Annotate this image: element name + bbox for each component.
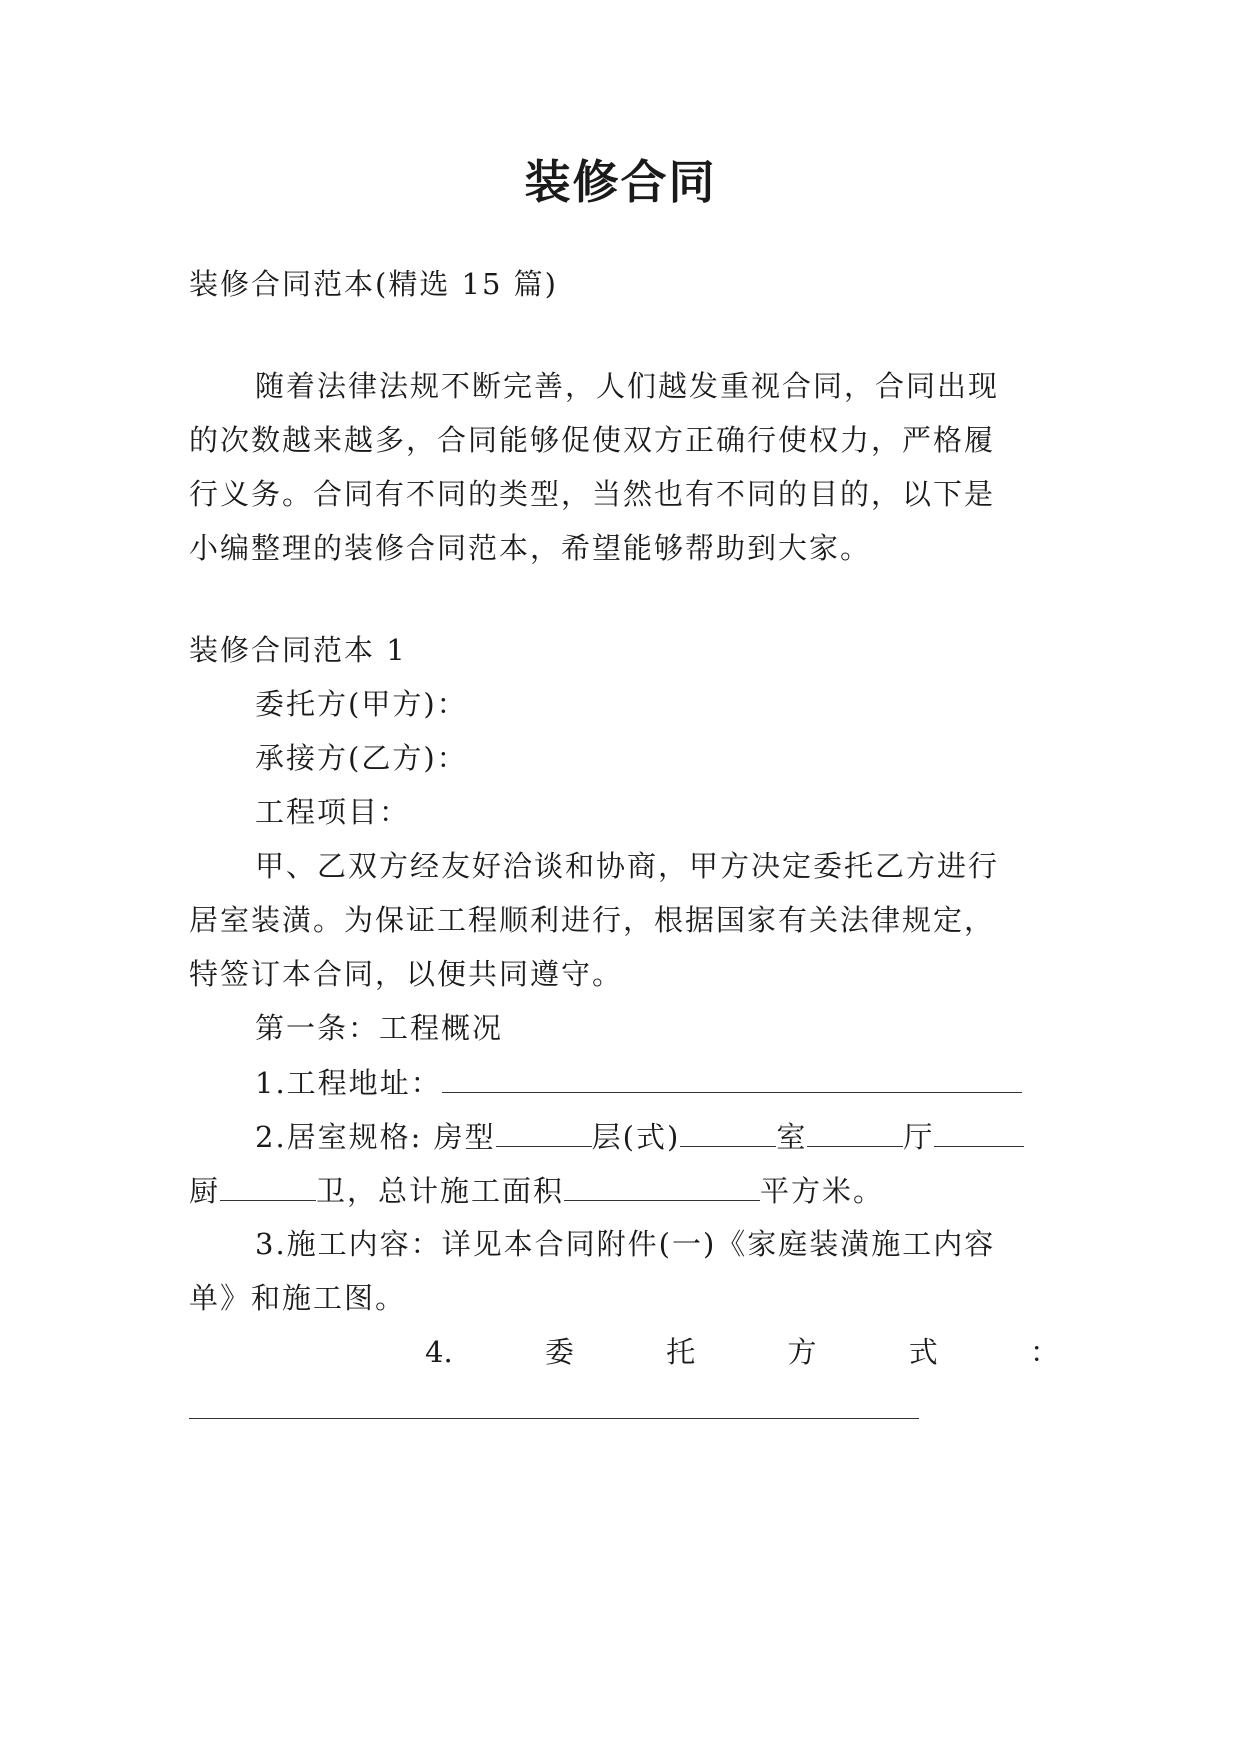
agreement-line: 甲、乙双方经友好洽谈和协商，甲方决定委托乙方进行 [255,849,1000,883]
floor-label: 层(式) [591,1120,681,1154]
area-label: 卫，总计施工面积 [316,1174,565,1208]
floor-blank [680,1116,776,1147]
agreement-line: 居室装潢。为保证工程顺利进行，根据国家有关法律规定， [189,903,996,937]
address-item [255,1062,1059,1103]
commission-char: 式 [908,1335,938,1369]
hall-label: 厅 [903,1120,935,1154]
document-subtitle: 装修合同范本(精选 15 篇) [189,267,558,301]
room-spec-item-cont [189,1170,1059,1211]
address-blank [442,1062,1022,1093]
area-unit: 平方米。 [760,1174,885,1208]
commission-char: 方 [787,1335,817,1369]
commission-char: 4. [425,1335,453,1369]
area-blank [564,1170,760,1201]
party-b-label: 承接方(乙方)： [255,741,468,775]
commission-method-line [425,1332,1059,1372]
agreement-line: 特签订本合同，以便共同遵守。 [189,957,624,991]
room-type-blank [496,1116,592,1147]
commission-char: 托 [666,1335,696,1369]
intro-line: 小编整理的装修合同范本，希望能够帮助到大家。 [189,531,872,565]
room-blank [807,1116,903,1147]
content-line: 3.施工内容：详见本合同附件(一)《家庭装潢施工内容 [255,1227,996,1261]
room-spec-label: 2.居室规格: 房型 [255,1120,496,1154]
article-heading: 第一条：工程概况 [255,1011,504,1045]
section-heading: 装修合同范本 1 [189,633,407,667]
kitchen-blank [220,1170,316,1201]
content-line: 单》和施工图。 [189,1281,407,1315]
hall-blank [934,1116,1024,1147]
intro-line: 随着法律法规不断完善，人们越发重视合同，合同出现 [255,369,1000,403]
kitchen-label: 厨 [189,1174,221,1208]
intro-line: 行义务。合同有不同的类型，当然也有不同的目的，以下是 [189,477,996,511]
document-title: 装修合同 [524,155,717,209]
commission-char: ： [1029,1335,1059,1369]
project-label: 工程项目： [255,795,411,829]
room-spec-item [255,1116,1059,1157]
intro-line: 的次数越来越多，合同能够促使双方正确行使权力，严格履 [189,423,996,457]
commission-blank [189,1418,919,1419]
party-a-label: 委托方(甲方)： [255,687,468,721]
room-label: 室 [776,1120,808,1154]
commission-char: 委 [544,1335,574,1369]
address-label: 1.工程地址： [255,1066,442,1100]
